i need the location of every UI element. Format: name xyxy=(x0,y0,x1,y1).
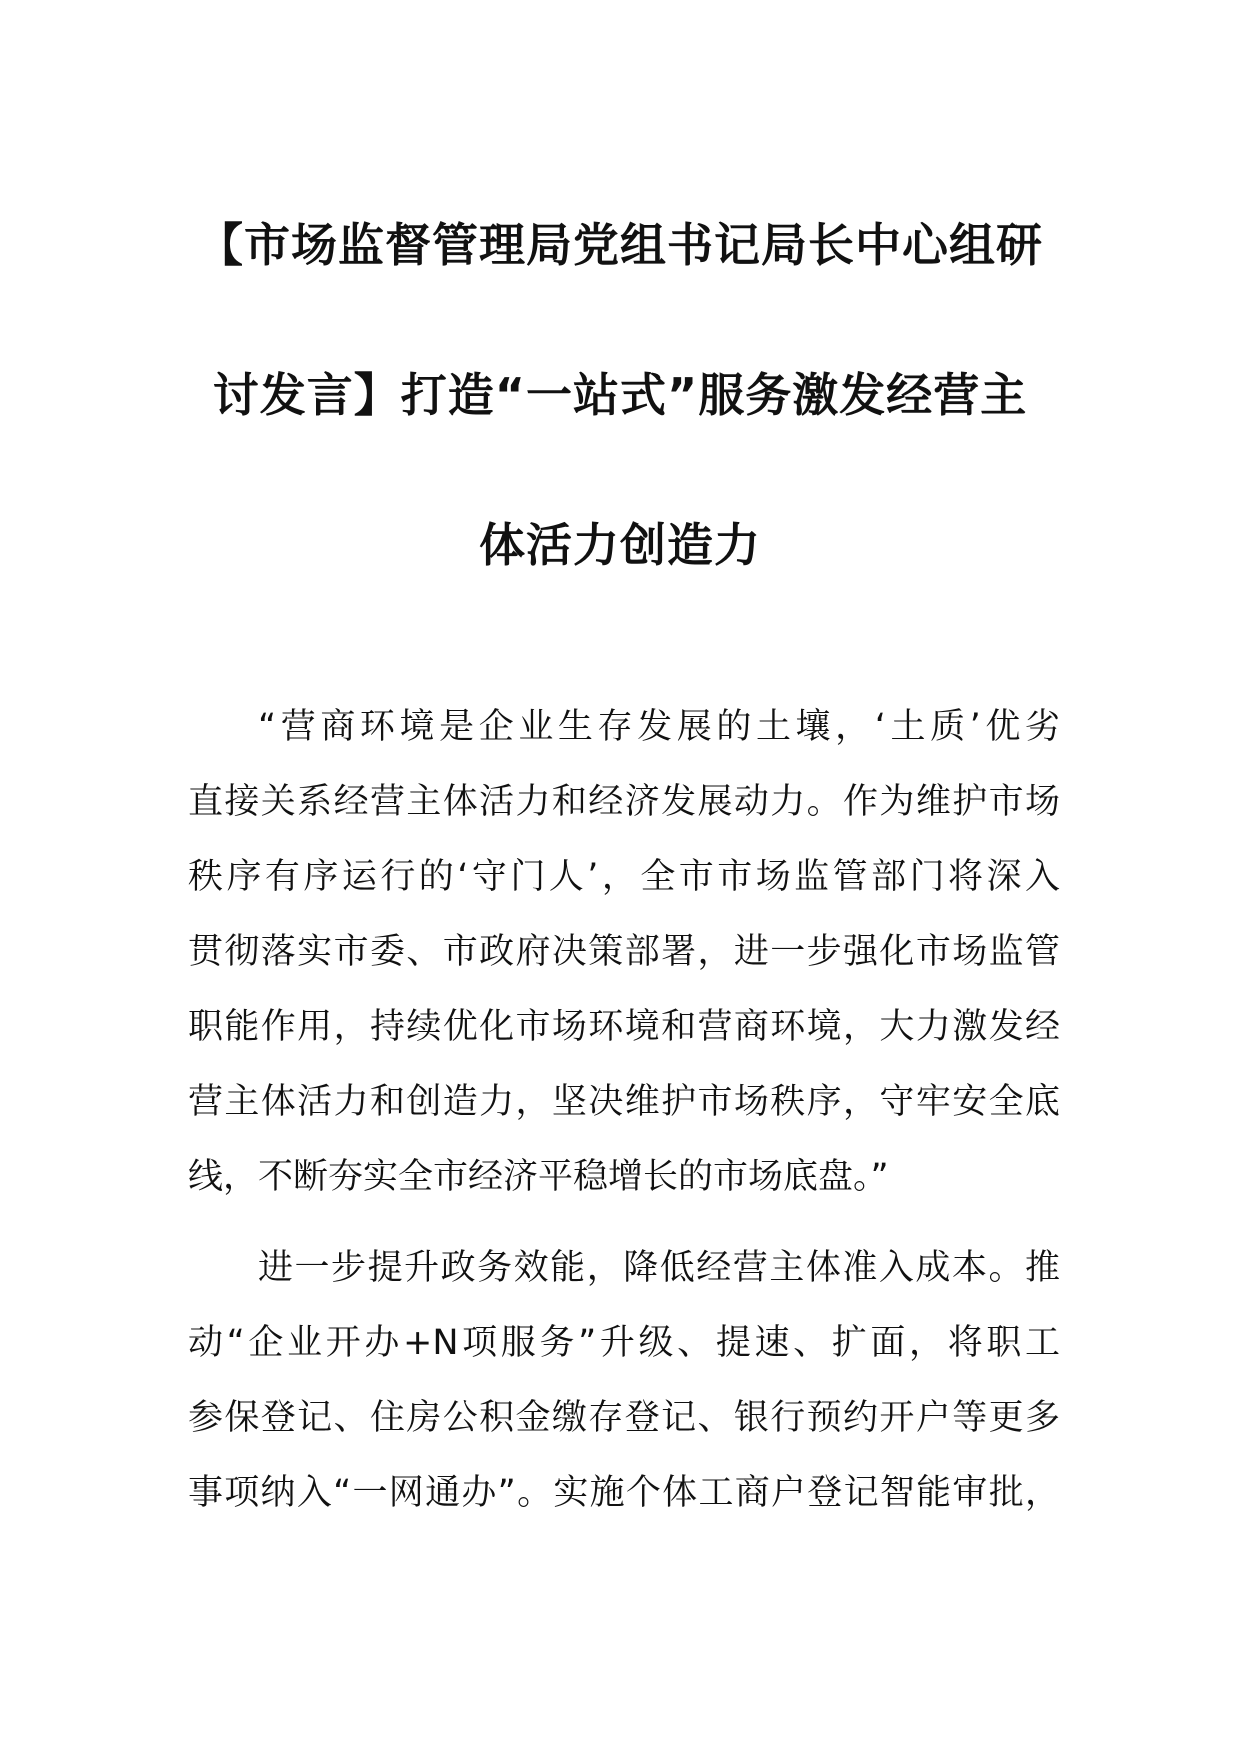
document-body xyxy=(188,690,1060,1547)
title-line: 体活力创造力 xyxy=(479,518,761,572)
paragraph-line: “营商环境是企业生存发展的土壤，‘土质’优劣 xyxy=(258,707,1060,747)
paragraph-line: 贯彻落实市委、市政府决策部署，进一步强化市场监管 xyxy=(188,932,1060,972)
paragraph-line: 直接关系经营主体活力和经济发展动力。作为维护市场 xyxy=(188,782,1060,822)
paragraph-line: 线，不断夯实全市经济平稳增长的市场底盘。” xyxy=(188,1157,889,1197)
paragraph-line: 参保登记、住房公积金缴存登记、银行预约开户等更多 xyxy=(188,1398,1060,1438)
document-title xyxy=(160,170,1080,620)
paragraph-line: 秩序有序运行的‘守门人’，全市市场监管部门将深入 xyxy=(188,857,1060,897)
paragraph-line: 职能作用，持续优化市场环境和营商环境，大力激发经 xyxy=(188,1007,1060,1047)
paragraph-line: 进一步提升政务效能，降低经营主体准入成本。推 xyxy=(258,1248,1060,1288)
paragraph-line: 营主体活力和创造力，坚决维护市场秩序，守牢安全底 xyxy=(188,1082,1060,1122)
body-paragraph xyxy=(188,1231,1060,1531)
quote-paragraph xyxy=(188,690,1060,1215)
paragraph-line: 事项纳入“一网通办”。实施个体工商户登记智能审批， xyxy=(188,1473,1060,1513)
title-line: 【市场监督管理局党组书记局长中心组研 xyxy=(197,218,1043,272)
title-line: 讨发言】打造“一站式”服务激发经营主 xyxy=(212,368,1028,422)
paragraph-line: 动“企业开办+N项服务”升级、提速、扩面，将职工 xyxy=(188,1323,1060,1363)
